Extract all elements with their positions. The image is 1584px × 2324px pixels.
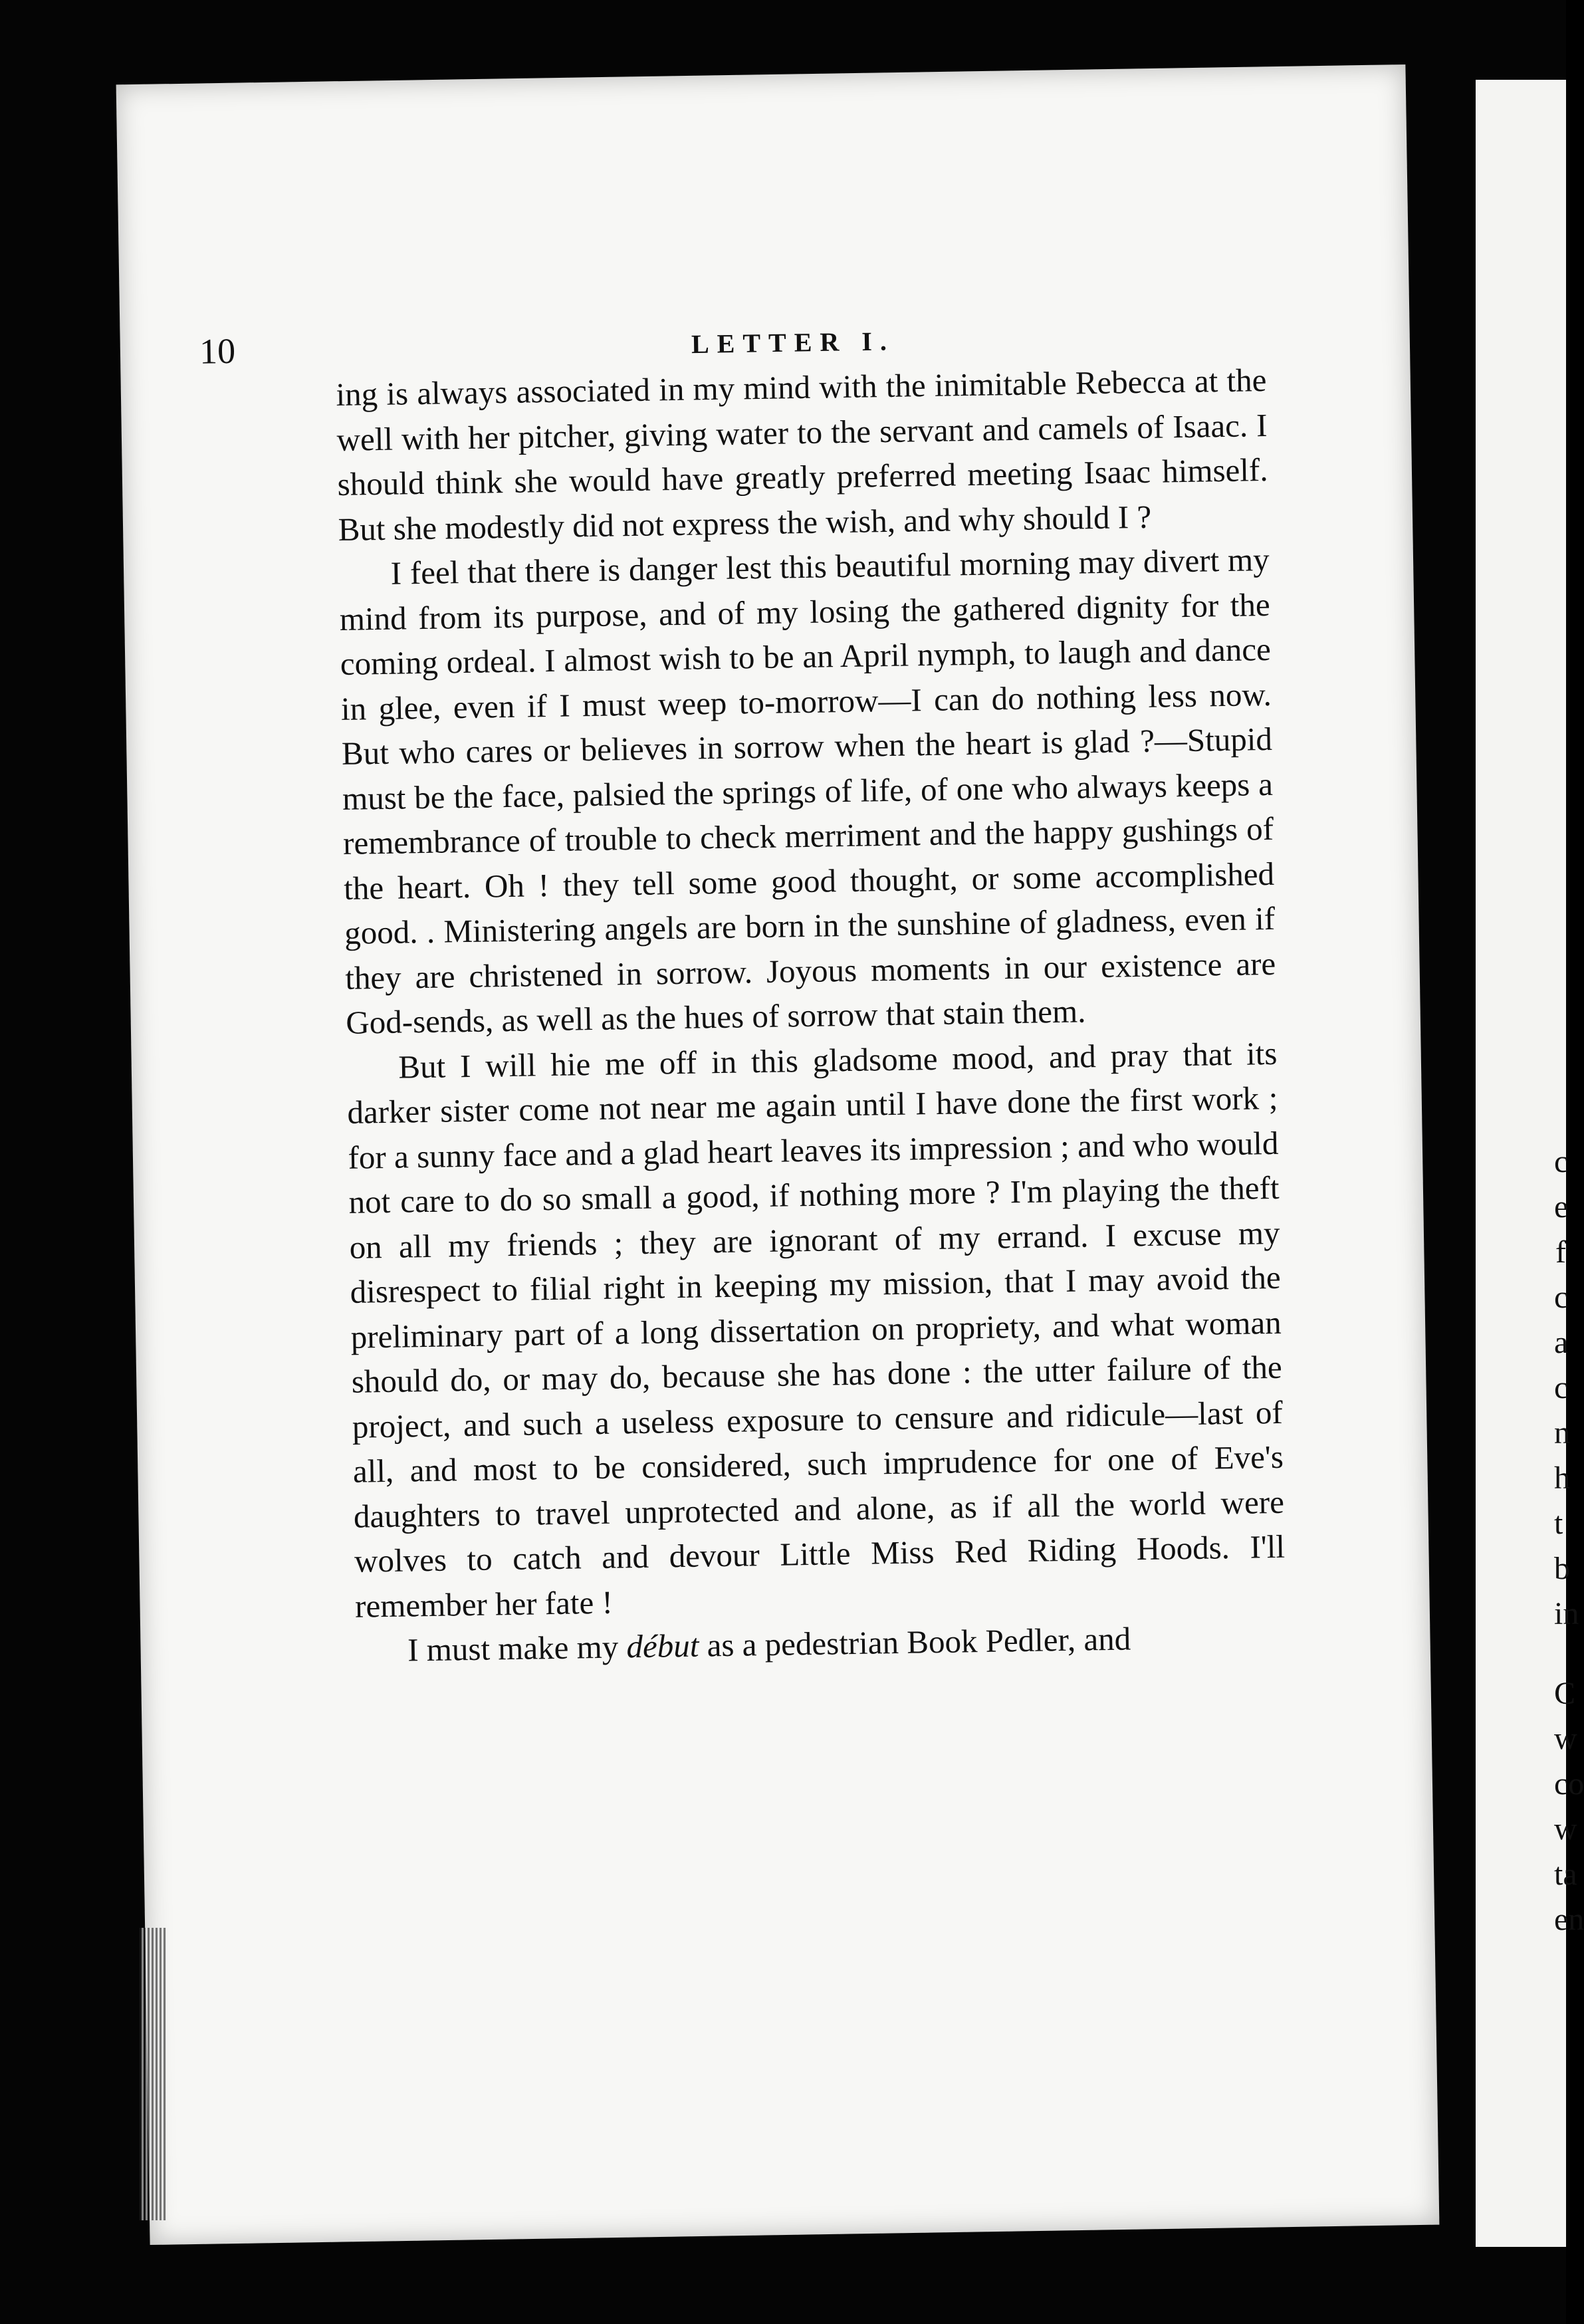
facing-fragment: t xyxy=(1554,1506,1563,1541)
page-number: 10 xyxy=(199,330,236,372)
facing-fragment: co xyxy=(1554,1766,1584,1801)
facing-fragment: f xyxy=(1555,1234,1566,1270)
facing-fragment: n xyxy=(1554,1415,1570,1451)
facing-fragment: w xyxy=(1554,1721,1577,1756)
facing-fragment: b xyxy=(1554,1551,1570,1586)
facing-fragment: in xyxy=(1554,1596,1579,1631)
facing-fragment: ta xyxy=(1554,1857,1577,1892)
facing-fragment: c xyxy=(1554,1370,1569,1405)
page-body xyxy=(336,358,1287,1673)
facing-fragment: c xyxy=(1554,1144,1569,1179)
facing-fragment: e xyxy=(1554,1189,1569,1224)
facing-page-edge xyxy=(1476,80,1584,2247)
facing-fragment: C xyxy=(1554,1676,1576,1711)
facing-fragment: a xyxy=(1554,1325,1569,1360)
facing-fragment: c xyxy=(1554,1280,1569,1315)
paragraph: But I will hie me off in this gladsome mood, and pray that its darker sister come not near me again until I have done the first work ; for a sunny face and a glad heart leaves its impression ; and who would not care to do so small a good, if nothing more ? I'm playing the theft on all my friends ; they are ignorant of my errand. I excuse my disrespect to filial right in keeping my mission, that I may avoid the preliminary part of a long dissertation on propriety, and what woman should do, or may do, because she has done : the utter failure of the project, and such a useless exposure to censure and ridicule—last of all, and most to be considered, such imprudence for one of Eve's daughters to travel unprotected and alone, as if all the world were wolves to catch and devour Little Miss Red Riding Hoods. I'll remember her fate ! xyxy=(347,1034,1286,1625)
facing-fragment: en xyxy=(1554,1902,1584,1937)
facing-fragment: w xyxy=(1554,1811,1577,1847)
paragraph-text: as a pedestrian Book Pedler, and xyxy=(698,1620,1131,1664)
paragraph-text: I must make my xyxy=(407,1628,627,1669)
page-stack-edge xyxy=(140,1928,166,2220)
running-head: LETTER I. xyxy=(691,326,895,360)
paragraph-continuation: ing is always associated in my mind with the inimitable Rebecca at the well with her pitcher, giving water to the servant and camels of Isaac. I should think she would have greatly preferred meeting Isaac himself. But she modestly did not express the wish, and why should I ? xyxy=(336,362,1268,548)
facing-fragment: h xyxy=(1554,1460,1570,1496)
italic-word: début xyxy=(626,1627,699,1665)
paragraph: I feel that there is danger lest this beautiful morning may divert my mind from its purpose, and of my losing the gathered dignity for the coming ordeal. I almost wish to be an April nymph, to laugh and dance in glee, even if I must weep to-morrow—I can do nothing less now. But who cares or believes in sorrow when the heart is glad ?—Stupid must be the face, palsied the springs of life, of one who always keeps a remembrance of trouble to check merriment and the happy gushings of the heart. Oh ! they tell some good thought, or some accomplished good. . Ministering angels are born in the sunshine of gladness, even if they are christened in sorrow. Joyous moments in our existence are God-sends, as well as the hues of sorrow that stain them. xyxy=(339,540,1276,1041)
